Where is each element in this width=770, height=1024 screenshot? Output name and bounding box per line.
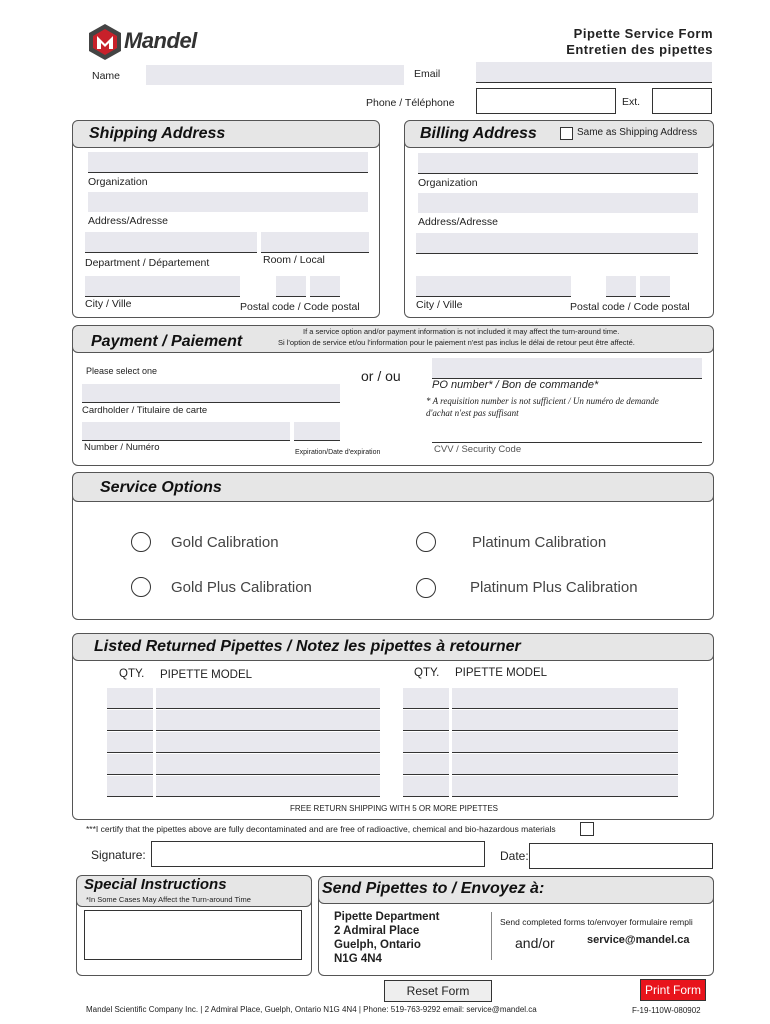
billing-postal-field-1[interactable] <box>606 276 636 297</box>
pipette-qty-field[interactable] <box>107 710 153 731</box>
form-title-en: Pipette Service Form <box>573 26 713 41</box>
cardholder-label: Cardholder / Titulaire de carte <box>82 405 208 416</box>
shipping-room-field[interactable] <box>261 232 369 253</box>
billing-postal-field-2[interactable] <box>640 276 670 297</box>
pipette-model-field[interactable] <box>156 710 380 731</box>
pipette-model-field[interactable] <box>156 732 380 753</box>
pipette-qty-field[interactable] <box>107 732 153 753</box>
certify-text: ***I certify that the pipettes above are fully decontaminated and are free of radioactive, chemical and bio-hazardous materials <box>86 824 556 834</box>
payment-title: Payment / Paiement <box>91 333 243 350</box>
ext-field[interactable] <box>652 88 712 114</box>
form-title-fr: Entretien des pipettes <box>566 42 713 57</box>
billing-address-field-2[interactable] <box>416 233 698 254</box>
cvv-label: CVV / Security Code <box>434 444 522 455</box>
reset-form-button[interactable]: Reset Form <box>384 980 492 1002</box>
pipette-qty-field[interactable] <box>403 754 449 775</box>
print-form-button[interactable]: Print Form <box>640 979 706 1001</box>
shipping-organization-field[interactable] <box>88 152 368 173</box>
qty-header-right: QTY. <box>414 667 440 679</box>
special-title: Special Instructions <box>84 876 227 893</box>
shipping-city-label: City / Ville <box>85 298 132 310</box>
mandel-logo-icon <box>86 22 124 62</box>
phone-field[interactable] <box>476 88 616 114</box>
date-field[interactable] <box>529 843 713 869</box>
service-title: Service Options <box>100 479 222 496</box>
send-divider <box>491 912 492 960</box>
send-address-line-4: N1G 4N4 <box>334 953 382 965</box>
shipping-city-field[interactable] <box>85 276 240 297</box>
date-label: Date: <box>500 849 529 863</box>
brand-name: Mandel <box>124 28 197 53</box>
same-as-shipping-label: Same as Shipping Address <box>577 127 698 138</box>
send-address <box>334 910 439 966</box>
pipette-qty-field[interactable] <box>107 776 153 797</box>
footer-company: Mandel Scientific Company Inc. | 2 Admiral Place, Guelph, Ontario N1G 4N4 | Phone: 519-763-9292 email: service@mandel.ca <box>86 1005 537 1014</box>
gold-plus-calibration-label: Gold Plus Calibration <box>171 579 312 596</box>
billing-city-label: City / Ville <box>416 299 463 311</box>
cardholder-field[interactable] <box>82 384 340 403</box>
shipping-title: Shipping Address <box>89 125 226 142</box>
shipping-department-field[interactable] <box>85 232 257 253</box>
send-andor: and/or <box>515 935 555 951</box>
shipping-address-label: Address/Adresse <box>88 215 168 227</box>
free-shipping-note: FREE RETURN SHIPPING WITH 5 OR MORE PIPETTES <box>290 804 499 813</box>
pipette-model-field[interactable] <box>156 688 380 709</box>
shipping-department-label: Department / Département <box>85 257 210 269</box>
name-field[interactable] <box>146 65 404 85</box>
pipette-qty-field[interactable] <box>403 776 449 797</box>
pipette-qty-field[interactable] <box>403 710 449 731</box>
cvv-field[interactable] <box>432 424 702 443</box>
shipping-room-label: Room / Local <box>263 254 325 266</box>
platinum-plus-calibration-label: Platinum Plus Calibration <box>470 579 638 596</box>
service-section <box>72 482 714 620</box>
name-label: Name <box>92 70 121 82</box>
billing-address-field[interactable] <box>418 193 698 213</box>
billing-organization-field[interactable] <box>418 153 698 174</box>
gold-calibration-label: Gold Calibration <box>171 534 279 551</box>
billing-organization-label: Organization <box>418 177 478 189</box>
pipette-qty-field[interactable] <box>107 688 153 709</box>
model-header-left: PIPETTE MODEL <box>160 669 253 681</box>
send-address-line-3: Guelph, Ontario <box>334 939 421 951</box>
send-address-line-1: Pipette Department <box>334 911 440 923</box>
shipping-postal-field-1[interactable] <box>276 276 306 297</box>
pipette-model-field[interactable] <box>452 754 678 775</box>
radio-gold-calibration[interactable] <box>131 532 151 552</box>
card-number-label: Number / Numéro <box>84 442 160 453</box>
certify-checkbox[interactable] <box>580 822 594 836</box>
shipping-organization-label: Organization <box>88 176 148 188</box>
pipette-model-field[interactable] <box>156 776 380 797</box>
or-label: or / ou <box>361 368 401 384</box>
po-number-field[interactable] <box>432 358 702 379</box>
radio-platinum-plus-calibration[interactable] <box>416 578 436 598</box>
billing-city-field[interactable] <box>416 276 571 297</box>
billing-title: Billing Address <box>420 125 537 142</box>
email-field[interactable] <box>476 62 712 83</box>
platinum-calibration-label: Platinum Calibration <box>472 534 607 551</box>
payment-note-fr: Si l'option de service et/ou l'information pour le paiement n'est pas inclus le délai de retour peut être affecté. <box>278 338 635 347</box>
card-expiration-field[interactable] <box>294 422 340 441</box>
footer-code: F-19-110W-080902 <box>632 1006 701 1015</box>
signature-label: Signature: <box>91 848 146 862</box>
phone-label: Phone / Téléphone <box>366 97 455 109</box>
radio-gold-plus-calibration[interactable] <box>131 577 151 597</box>
payment-note-en: If a service option and/or payment information is not included it may affect the turn-around time. <box>303 327 620 336</box>
shipping-postal-field-2[interactable] <box>310 276 340 297</box>
special-note: *In Some Cases May Affect the Turn-around Time <box>86 895 251 904</box>
same-as-shipping-checkbox[interactable] <box>560 127 573 140</box>
special-instructions-field[interactable] <box>84 910 302 960</box>
po-note-1: * A requisition number is not sufficient / Un numéro de demande <box>426 396 659 406</box>
send-address-line-2: 2 Admiral Place <box>334 925 420 937</box>
card-expiration-label: Expiration/Date d'expiration <box>295 449 381 456</box>
logo <box>86 22 216 62</box>
pipette-model-field[interactable] <box>452 710 678 731</box>
email-label: Email <box>414 68 441 80</box>
pipette-model-field[interactable] <box>452 776 678 797</box>
pipette-model-field[interactable] <box>452 688 678 709</box>
returned-title: Listed Returned Pipettes / Notez les pipettes à retourner <box>94 638 521 655</box>
pipette-model-field[interactable] <box>156 754 380 775</box>
radio-platinum-calibration[interactable] <box>416 532 436 552</box>
billing-address-label: Address/Adresse <box>418 216 498 228</box>
po-number-label: PO number* / Bon de commande* <box>432 379 599 391</box>
shipping-postal-label: Postal code / Code postal <box>240 301 360 313</box>
payment-select-label: Please select one <box>86 366 158 376</box>
pipette-model-field[interactable] <box>452 732 678 753</box>
send-title: Send Pipettes to / Envoyez à: <box>322 880 545 897</box>
pipette-qty-field[interactable] <box>403 688 449 709</box>
pipette-qty-field[interactable] <box>107 754 153 775</box>
payment-type-select[interactable] <box>82 362 340 382</box>
po-note-2: d'achat n'est pas suffisant <box>426 408 519 418</box>
shipping-address-field[interactable] <box>88 192 368 212</box>
model-header-right: PIPETTE MODEL <box>455 667 548 679</box>
billing-postal-label: Postal code / Code postal <box>570 301 690 313</box>
ext-label: Ext. <box>622 96 641 108</box>
signature-field[interactable] <box>151 841 485 867</box>
send-forms-note: Send completed forms to/envoyer formulaire rempli <box>500 917 693 927</box>
send-email-link[interactable]: service@mandel.ca <box>587 934 690 946</box>
card-number-field[interactable] <box>82 422 290 441</box>
pipette-qty-field[interactable] <box>403 732 449 753</box>
qty-header-left: QTY. <box>119 668 145 680</box>
